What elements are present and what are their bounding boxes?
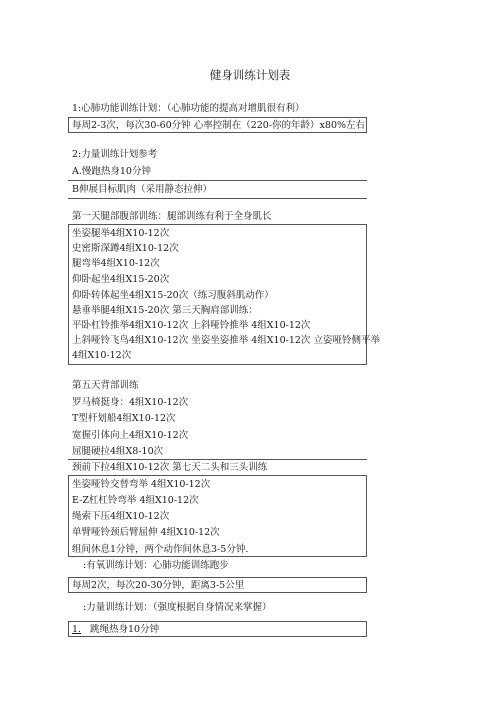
day1-line: 仰卧起坐4组X15-20次 [72, 274, 170, 285]
day7-line: 单臂哑铃颈后臂屈伸 4组X10-12次 [72, 527, 220, 538]
day7-line: E-Z杠杠铃弯举 4组X10-12次 [72, 495, 199, 506]
strength-item-text: 跳绳热身10分钟 [90, 624, 160, 635]
day1-line: 平卧杠铃推举4组X10-12次 上斜哑铃推举 4组X10-12次 [72, 320, 311, 331]
divider [68, 198, 367, 199]
section1-heading: 1:心肺功能训练计划：（心肺功能的提高对增肌很有利） [72, 103, 305, 114]
day5-heading: 第五天背部训练 [72, 380, 139, 391]
day1-line: 上斜哑铃飞鸟4组X10-12次 坐姿坐姿推举 4组X10-12次 立姿哑铃侧平举 [72, 335, 380, 346]
section2-item-a: A.慢跑热身10分钟 [72, 166, 151, 177]
document-title: 健身训练计划表 [209, 68, 291, 82]
day7-line: 绳索下压4组X10-12次 [72, 511, 170, 522]
divider [68, 180, 367, 181]
strength-item-number: 1. [72, 624, 82, 635]
day1-line: 仰卧转体起坐4组X15-20次（练习腹斜肌动作） [72, 290, 274, 301]
day5-line: 颈前下拉4组X10-12次 第七天二头和三头训练 [72, 462, 268, 473]
divider [68, 459, 367, 460]
day7-line: 组间休息1分钟，两个动作间休息3-5分钟. [72, 544, 249, 555]
day1-heading: 第一天腿部腹部训练：腿部训练有利于全身肌长 [72, 211, 272, 222]
aerobic-box-text: 每周2次，每次20-30分钟，距离3-5公里 [72, 580, 245, 591]
day5-line: 宽握引体向上4组X10-12次 [72, 430, 189, 441]
section2-item-b: B伸展目标肌肉（采用静态拉伸） [72, 184, 212, 195]
section1-box-text: 每周2-3次，每次30-60分钟 心率控制在（220-你的年龄）x80%左右 [72, 120, 366, 131]
strength-heading: :力量训练计划：（强度根据自身情况来掌握） [83, 602, 272, 613]
day5-line: T型杆划船4组X10-12次 [72, 413, 176, 424]
day5-line: 屈腿硬拉4组X8-10次 [72, 446, 164, 457]
aerobic-heading: :有氧训练计划：心肺功能训练跑步 [83, 560, 229, 571]
day1-line: 悬垂举腿4组X15-20次 第三天胸肩部训练： [72, 305, 258, 316]
day1-line: 坐姿腿举4组X10-12次 [72, 228, 170, 239]
section2-heading: 2:力量训练计划参考 [72, 149, 158, 160]
day7-line: 坐姿哑铃交替弯举 4组X10-12次 [72, 479, 211, 490]
day5-line: 罗马椅挺身：4组X10-12次 [72, 397, 189, 408]
day1-line: 腿弯举4组X10-12次 [72, 258, 160, 269]
day1-line: 史密斯深蹲4组X10-12次 [72, 243, 179, 254]
day1-line: 4组X10-12次 [72, 350, 132, 361]
